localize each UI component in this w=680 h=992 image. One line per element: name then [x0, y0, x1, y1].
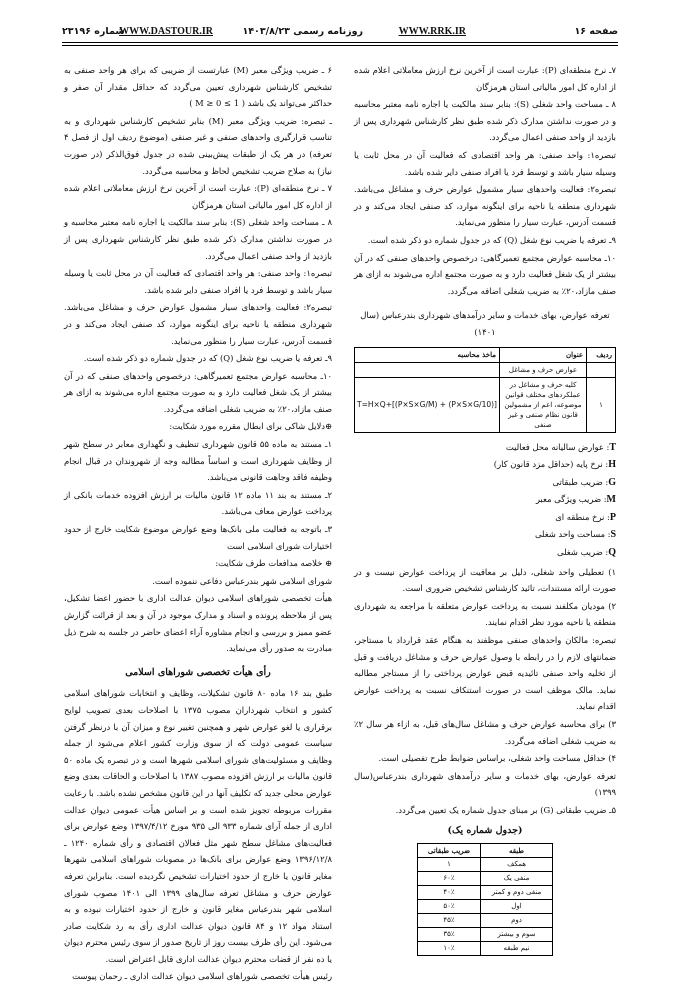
list-item: Q: ضریب شغلی: [556, 547, 616, 559]
tariff-formula: T=H×Q+[(P×S×G/M) + (P×S×G/10)]: [357, 399, 497, 409]
list-item: M: ضریب ویژگی معبر: [535, 494, 616, 506]
signature-line: رئیس هیأت تخصصی شوراهای اسلامی دیوان عدالت اداری ـ رحمان پیوست: [72, 971, 332, 982]
header-rule: [62, 42, 618, 43]
table-row: منفی دوم و کمتر ۴۰٪: [418, 886, 553, 900]
left-column: [64, 62, 332, 986]
tariff-table: [354, 347, 616, 433]
header-rule-double: [62, 45, 618, 46]
paragraph: ۱۰ـ محاسبه عوارض مجتمع تعمیرگاهی: درخصوص واحدهای صنفی که در آن بیشتر از یک شغل فعالیت دارد و به صورت مجتمع اداره می‌شوند به ازای هر صنف مازاد،۲۰٪ به ضریب شغلی اضافه می‌گردد.: [354, 252, 616, 296]
paragraph: تبصره۱: واحد صنفی: هر واحد اقتصادی که فعالیت آن در محل ثابت یا وسیله سیار باشد و توسط فرد یا افراد صنفی دایر شده باشد.: [64, 268, 332, 295]
page-number: صفحه ۱۶: [574, 26, 618, 37]
paragraph: تبصره: مالکان واحدهای صنفی موظفند به هنگام عقد قرارداد با مستاجر، ضمانتهای لازم را در رابطه با وصول عوارض حرف و مشاغل دریافت و قبل از تخلیه واحد صنفی تائیدیه قبض عوارض پرداختی را از مستاجر مطالبه نماید. مالک موظف است در صورت استنکاف نسبت به پرداخت عوارض اقدام نماید.: [354, 635, 616, 712]
tariff-formula-cell: [355, 377, 500, 432]
paragraph: ۴) حداقل مساحت واحد شغلی، براساس ضوابط طرح تفصیلی است.: [378, 753, 616, 764]
paragraph: تبصره۲: فعالیت واحدهای سیار مشمول عوارض حرف و مشاغل می‌باشد. شهرداری منطقه یا ناحیه برای اینگونه موارد، کد صنفی ایجاد می‌کند و در قسمت آدرس، عبارت سیار را منظور می‌نماید.: [64, 302, 332, 346]
class-header-coef: ضریب طبقاتی: [418, 844, 481, 858]
class-header-floor: طبقه: [481, 844, 553, 858]
floor-coefficient-table: [417, 843, 553, 956]
symbol-legend: [354, 439, 616, 562]
paragraph: ⊕دلایل شاکی برای ابطال مقرره مورد شکایت:: [169, 421, 332, 432]
tariff-header-title: عنوان: [499, 347, 586, 362]
class-table-title: (جدول شماره یک): [447, 824, 523, 836]
paragraph: شورای اسلامی شهر بندرعباس دفاعی ننموده است.: [152, 575, 332, 586]
paragraph: ۸ ـ مساحت واحد شغلی (S): بنابر سند مالکیت یا اجاره نامه معتبر محاسبه و در صورت نداشتن مدارک ذکر شده طبق نظر کارشناس شهرداری پس از بازدید از واحد صنفی اعمال می‌گردد.: [354, 99, 616, 143]
table-row: همکف ۱: [418, 858, 553, 872]
table-row: سوم و بیشتر ۳۵٪: [418, 928, 553, 942]
table-row: دوم ۴۵٪: [418, 914, 553, 928]
gazette-header: [62, 26, 618, 42]
paragraph: ـ تبصره: ضریب ویژگی معبر (M) بنابر تشخیص کارشناس شهرداری و به تناسب قرارگیری واحدهای صنفی و غیر صنفی (موضوع ردیف اول از فصل ۴ تعرفه) در هر یک از طبقات پیش‌بینی شده در جدول فوق‌الذکر (در صورت نیاز) به صلاح ضریب تشخیص لحاظ و محاسبه می‌گردد.: [64, 115, 332, 176]
list-item: S: مساحت واحد شغلی: [534, 529, 616, 541]
paragraph: ۲) مودیان مکلفند نسبت به پرداخت عوارض متعلقه با مراجعه به شهرداری منطقه یا ناحیه مورد نظر اقدام نمایند.: [354, 600, 616, 628]
paragraph: ۳ـ باتوجه به فعالیت ملی بانک‌ها وضع عوارض موضوع شکایت خارج از حدود اختیارات شورای اسلامی است: [64, 524, 332, 551]
tariff-header-row: ردیف: [587, 347, 616, 362]
paragraph: تبصره۲: فعالیت واحدهای سیار مشمول عوارض حرف و مشاغل می‌باشد. شهرداری منطقه یا ناحیه برای اینگونه موارد، کد صنفی ایجاد می‌کند و در قسمت آدرس، عبارت سیار را منظور می‌نماید.: [354, 184, 616, 228]
vote-title: رأی هیأت تخصصی شوراهای اسلامی: [125, 666, 271, 678]
site-link-rrk[interactable]: WWW.RRK.IR: [398, 26, 466, 37]
tariff-row-title: کلیه حرف و مشاغل در عملکردهای مختلف قوانین موضوعه، اعم از مشمولین قانون نظام صنفی و غیر صنفی: [499, 377, 586, 432]
tariff-row-number: ۱: [587, 377, 616, 432]
table-row: اول ۵۰٪: [418, 900, 553, 914]
paragraph: طبق بند ۱۶ ماده ۸۰ قانون تشکیلات، وظایف و انتخابات شوراهای اسلامی کشور و انتخاب شهرداران مصوب ۱۳۷۵ با اصلاحات بعدی تصویب لوایح برقراری یا لغو عوارض شهر و همچنین تغییر نوع و میزان آن با درنظر گرفتن سیاست عمومی دولت که از سوی وزارت کشور اعلام می‌شود از جمله وظایف و مسئولیت‌های شورای اسلامی شهرها است و در تبصره یک ماده ۵۰ قانون مالیات بر ارزش افزوده مصوب ۱۳۸۷ با اصلاحات و الحاقات بعدی وضع عوارض محلی جدید که تکلیف آنها در این قانون مشخص نشده باشد. با رعایت مقررات مربوطه تجویز شده است و بر اساس هیأت عمومی دیوان عدالت اداری از جمله آرای شماره ۹۳۳ الی ۹۳۵ مورخ ۱۳۹۷/۴/۱۲ وضع عوارض برای فعالیت‌های مشاغل سطح شهر مثل فعالان اقتصادی و رأی شماره ۱۲۴۰ ـ ۱۳۹۶/۱۲/۸ وضع عوارض برای بانک‌ها در مصوبات شوراهای اسلامی شهرها مغایر قانون یا خارج از حدود اختیارات تشخیص نگردیده است. بنابراین تعرفه عوارض حرف و مشاغل تعرفه سال‌های ۱۳۹۹ الی ۱۴۰۱ مصوب شورای اسلامی شهر بندرعباس مغایر قانون و خارج از حدود اختیارات نبوده و به استناد مواد ۱۲ و ۸۴ قانون دیوان عدالت اداری رأی به رد شکایت صادر می‌شود. این رأی ظرف بیست روز از تاریخ صدور از سوی رئیس محترم دیوان یا ده نفر از قضات محترم دیوان عدالت اداری قابل اعتراض است.: [64, 688, 333, 964]
paragraph: ۹ـ تعرفه یا ضریب نوع شغل (Q) که در جدول شماره دو ذکر شده است.: [83, 353, 332, 364]
tariff-header-formula: ماخذ محاسبه: [355, 347, 500, 362]
paragraph: ۷ـ نرخ منطقه‌ای (P): عبارت است از آخرین نرخ ارزش معاملاتی اعلام شده از اداره کل امور مالیاتی استان هرمزگان: [354, 65, 616, 92]
paragraph: ⊕ خلاصه مدافعات طرف شکایت:: [215, 558, 332, 569]
paragraph: ۲ـ مستند به بند ۱۱ ماده ۱۲ قانون مالیات بر ارزش افزوده خدمات بانکی از پرداخت عوارض معاف می‌باشد.: [64, 489, 333, 517]
site-link-dastour[interactable]: WWW.DASTOUR.IR: [119, 26, 213, 37]
right-column: [354, 62, 616, 956]
paragraph: ۷ ـ نرخ منطقه‌ای (P): عبارت است از آخرین نرخ ارزش معاملاتی اعلام شده از اداره کل امور مالیاتی استان هرمزگان: [64, 183, 332, 210]
table-row: منفی یک ۶۰٪: [418, 872, 553, 886]
issue-number: شماره ۲۳۱۹۶: [62, 26, 125, 37]
list-item: P: نرخ منطقه ای: [555, 511, 616, 523]
paragraph: ۵ـ ضریب طبقاتی (G) بر مبنای جدول شماره یک تعیین می‌گردد.: [395, 804, 616, 815]
paragraph: ۶ ـ ضریب ویژگی معبر (M) عبارتست از ضریبی که برای هر واحد صنفی به تشخیص کارشناس شهرداری تعیین می‌گردد که حداقل مقدار آن صفر و حداکثر می‌تواند یک باشد ( 1 ≥ M ≥ 0 ): [64, 65, 332, 109]
paragraph: ۱۰ـ محاسبه عوارض مجتمع تعمیرگاهی: درخصوص واحدهای صنفی که در آن بیشتر از یک شغل فعالیت دارد و به صورت مجتمع اداره می‌شوند به ازای هر صنف مازاد،۲۰٪ به ضریب شغلی اضافه می‌گردد.: [64, 370, 332, 414]
paragraph: ۱ـ مستند به ماده ۵۵ قانون شهرداری تنظیف و نگهداری معابر در سطح شهر از وظایف شهرداری است و اساساً مطالبه وجه از شهروندان در قبال انجام وظیفه فاقد وجاهت قانونی می‌باشد.: [64, 439, 332, 483]
gazette-date: روزنامه رسمی ۱۴۰۳/۸/۲۳: [242, 26, 363, 37]
tariff-title: تعرفه عوارض، بهای خدمات و سایر درآمدهای شهرداری بندرعباس (سال ۱۴۰۱): [360, 310, 610, 337]
list-item: G: ضریب طبقاتی: [552, 476, 616, 488]
paragraph: ۱) تعطیلی واحد شغلی، دلیل بر معافیت از پرداخت عوارض نیست و در صورت ارائه مستندات، تائید کارشناس تشخیص ضروری است.: [354, 566, 616, 594]
list-item: T: عوارض سالیانه محل فعالیت: [505, 441, 616, 453]
paragraph: ۹ـ تعرفه یا ضریب نوع شغل (Q) که در جدول شماره دو ذکر شده است.: [367, 234, 616, 245]
tariff-section: عوارض حرف و مشاغل: [499, 362, 586, 377]
paragraph: تبصره۱: واحد صنفی: هر واحد اقتصادی که فعالیت آن در محل ثابت یا وسیله سیار باشد و توسط فرد یا افراد صنفی دایر شده باشد.: [354, 149, 616, 177]
table-row: نیم طبقه ۱۰٪: [418, 942, 553, 956]
paragraph: هیأت تخصصی شوراهای اسلامی دیوان عدالت اداری با حضور اعضا تشکیل، پس از ملاحظه پرونده و اسناد و مدارک موجود در آن و بعد از قرائت گزارش عضو ممیز و بررسی و انجام مشاوره آراء اعضای حاضر در جلسه به شرح ذیل مبادرت به صدور رأی می‌نماید.: [64, 593, 332, 654]
paragraph: ۳) برای محاسبه عوارض حرف و مشاغل سال‌های قبل، به ازاء هر سال ۲٪ به ضریب شغلی اضافه می‌گردد.: [354, 719, 616, 746]
paragraph: ۸ ـ مساحت واحد شغلی (S): بنابر سند مالکیت یا اجاره نامه معتبر محاسبه و در صورت نداشتن مدارک ذکر شده طبق نظر کارشناس شهرداری پس از بازدید از واحد صنفی اعمال می‌گردد.: [64, 217, 332, 261]
list-item: H: نرخ پایه (حداقل مزد قانون کار): [493, 459, 616, 471]
paragraph: تعرفه عوارض، بهای خدمات و سایر درآمدهای شهرداری بندرعباس(سال ۱۳۹۹): [354, 770, 616, 798]
